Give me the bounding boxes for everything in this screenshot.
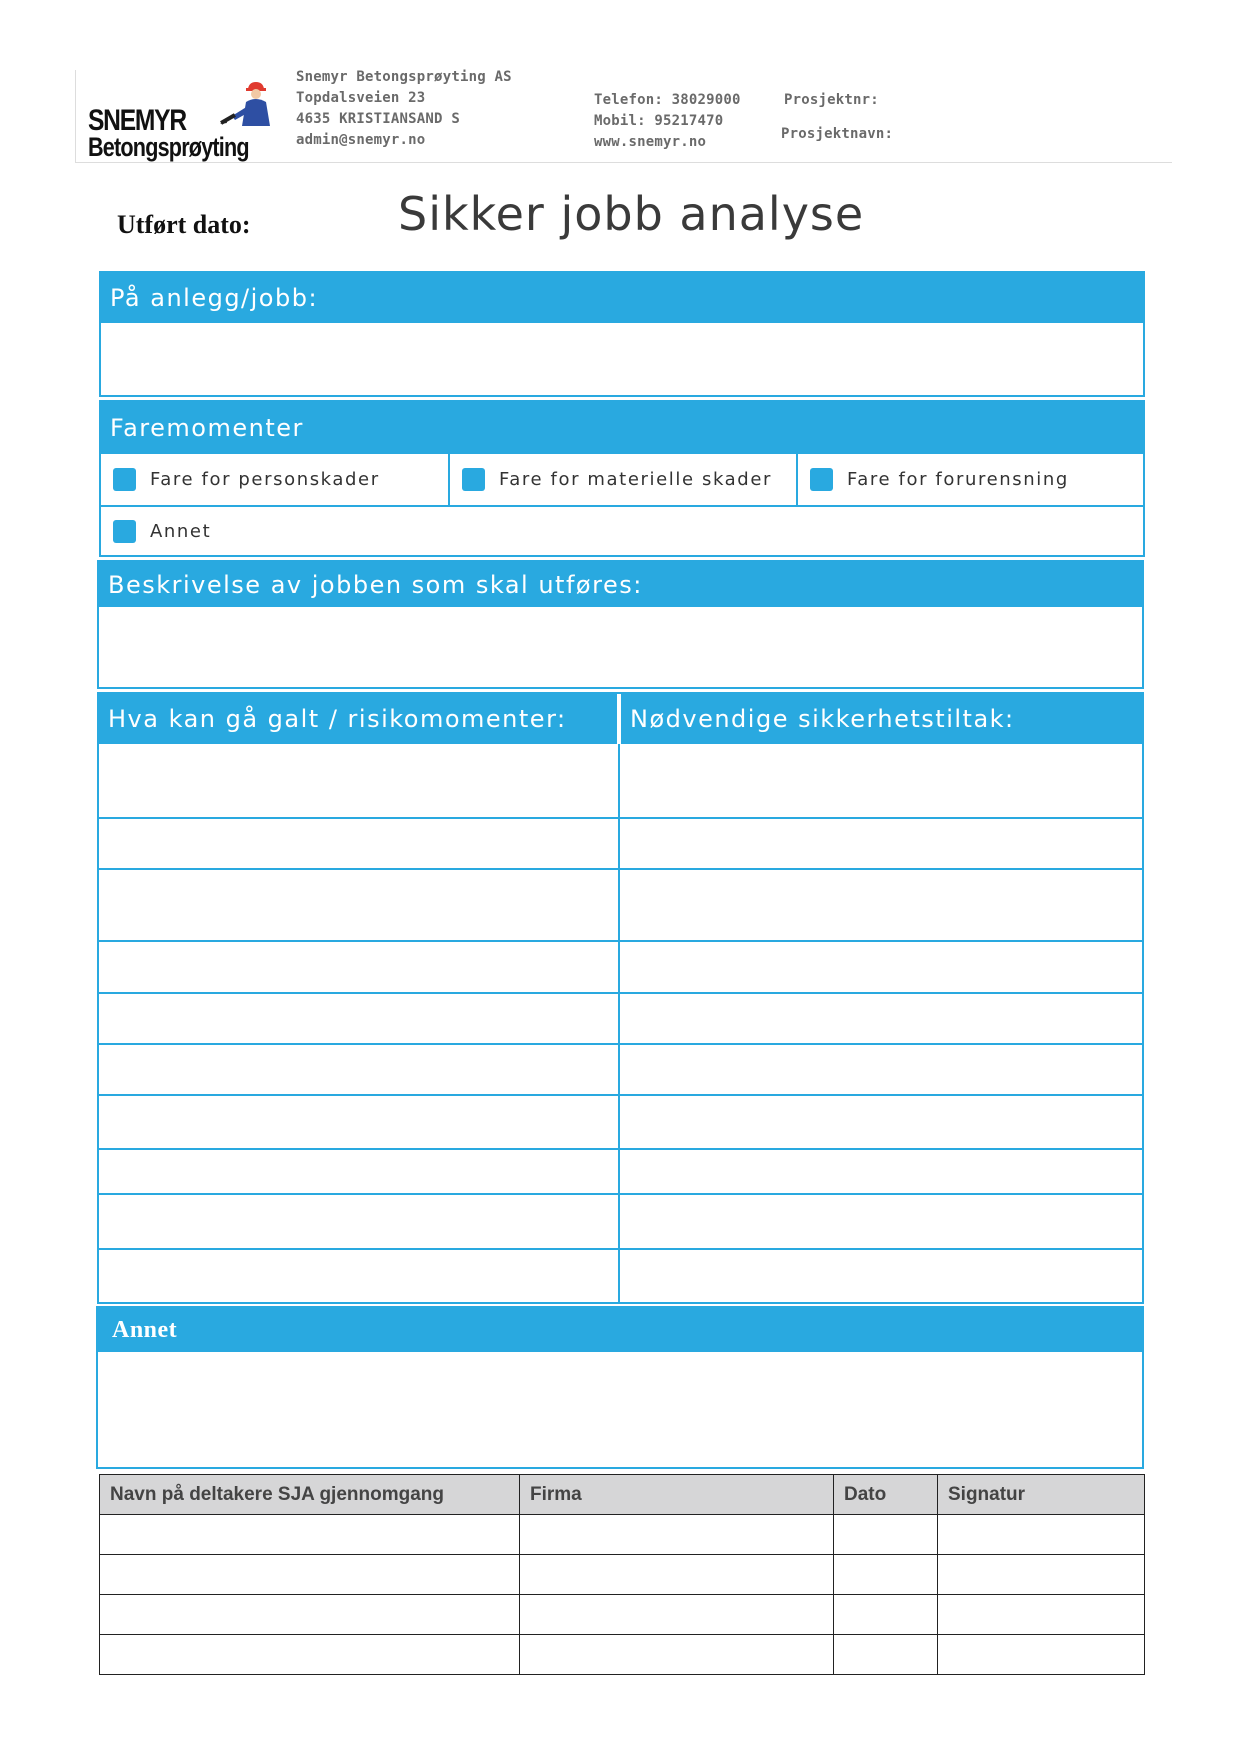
- checkbox[interactable]: [810, 468, 833, 491]
- grid-row-divider: [99, 868, 1142, 870]
- grid-row-divider: [99, 1193, 1142, 1195]
- grid-column-divider: [618, 744, 620, 1302]
- risk-measures-section: [97, 692, 1144, 1304]
- table-row: [100, 1515, 1145, 1555]
- grid-row-divider: [99, 1248, 1142, 1250]
- checkbox[interactable]: [462, 468, 485, 491]
- participant-company-cell[interactable]: [520, 1635, 834, 1675]
- date-label: Utført dato:: [117, 210, 251, 239]
- grid-row-divider: [99, 1043, 1142, 1045]
- description-section-header: [99, 562, 1142, 607]
- company-logo: [88, 80, 273, 162]
- table-row: [100, 1595, 1145, 1635]
- description-section-title: Beskrivelse av jobben som skal utføres:: [108, 570, 643, 599]
- site-section-header: [101, 273, 1143, 323]
- site-section: [99, 271, 1145, 397]
- column-header-company: Firma: [520, 1475, 834, 1515]
- hazard-option-label: Fare for forurensning: [847, 469, 1069, 490]
- column-header-date: Dato: [834, 1475, 938, 1515]
- column-header-signature: Signatur: [938, 1475, 1145, 1515]
- company-street: Topdalsveien 23: [296, 90, 426, 106]
- other-input-area[interactable]: [98, 1352, 1142, 1467]
- checkbox[interactable]: [113, 520, 136, 543]
- description-section: [97, 560, 1144, 689]
- participant-company-cell[interactable]: [520, 1595, 834, 1635]
- hazard-option-label: Fare for materielle skader: [499, 469, 772, 490]
- participant-date-cell[interactable]: [834, 1555, 938, 1595]
- company-phone: Telefon: 38029000: [594, 92, 741, 108]
- other-section-header: [98, 1308, 1142, 1352]
- company-name: Snemyr Betongsprøyting AS: [296, 69, 512, 85]
- risk-column-title: Hva kan gå galt / risikomomenter:: [108, 705, 567, 733]
- checkbox[interactable]: [113, 468, 136, 491]
- project-number-label: Prosjektnr:: [784, 92, 879, 108]
- worker-spraying-icon: [218, 80, 273, 132]
- hazard-option-material-damage[interactable]: [450, 454, 796, 505]
- company-web: www.snemyr.no: [594, 134, 707, 150]
- grid-row-divider: [99, 1094, 1142, 1096]
- project-name-label: Prosjektnavn:: [781, 126, 894, 142]
- grid-row-divider: [99, 817, 1142, 819]
- site-section-title: På anlegg/jobb:: [110, 284, 319, 312]
- other-section: [96, 1306, 1144, 1469]
- participant-name-cell[interactable]: [100, 1635, 520, 1675]
- participant-name-cell[interactable]: [100, 1595, 520, 1635]
- participant-signature-cell[interactable]: [938, 1515, 1145, 1555]
- table-row: [100, 1635, 1145, 1675]
- participant-date-cell[interactable]: [834, 1515, 938, 1555]
- hazards-section: [99, 400, 1145, 557]
- hazard-option-label: Annet: [150, 520, 212, 542]
- participant-company-cell[interactable]: [520, 1515, 834, 1555]
- participant-signature-cell[interactable]: [938, 1555, 1145, 1595]
- hazards-section-header: [101, 402, 1143, 454]
- logo-wordmark-top: SNEMYR: [88, 104, 186, 137]
- hazard-option-pollution[interactable]: [798, 454, 1143, 505]
- grid-row-divider: [99, 940, 1142, 942]
- company-postal: 4635 KRISTIANSAND S: [296, 111, 460, 127]
- participant-name-cell[interactable]: [100, 1515, 520, 1555]
- participant-signature-cell[interactable]: [938, 1595, 1145, 1635]
- company-email: admin@snemyr.no: [296, 132, 426, 148]
- column-header-name: Navn på deltakere SJA gjennomgang: [100, 1475, 520, 1515]
- hazard-option-other[interactable]: [101, 507, 501, 555]
- company-mobile: Mobil: 95217470: [594, 113, 724, 129]
- page-title: Sikker jobb analyse: [398, 187, 865, 241]
- letterhead: [75, 70, 1172, 163]
- participant-signature-cell[interactable]: [938, 1635, 1145, 1675]
- site-input-area[interactable]: [101, 323, 1143, 395]
- grid-row-divider: [99, 992, 1142, 994]
- risk-column-header: [99, 694, 617, 744]
- measures-column-title: Nødvendige sikkerhetstiltak:: [630, 705, 1015, 733]
- participant-name-cell[interactable]: [100, 1555, 520, 1595]
- measures-column-header: [621, 694, 1142, 744]
- table-row: [100, 1555, 1145, 1595]
- hazard-option-label: Fare for personskader: [150, 469, 380, 490]
- other-section-title: Annet: [112, 1316, 178, 1343]
- participant-date-cell[interactable]: [834, 1635, 938, 1675]
- participants-table: [99, 1474, 1145, 1675]
- description-input-area[interactable]: [99, 607, 1142, 687]
- hazards-section-title: Faremomenter: [110, 414, 304, 442]
- participant-company-cell[interactable]: [520, 1555, 834, 1595]
- grid-row-divider: [99, 1148, 1142, 1150]
- header-gap: [617, 694, 621, 744]
- hazard-option-personal-injury[interactable]: [101, 454, 448, 505]
- logo-wordmark-bottom: Betongsprøyting: [88, 132, 249, 162]
- participant-date-cell[interactable]: [834, 1595, 938, 1635]
- table-header-row: [100, 1475, 1145, 1515]
